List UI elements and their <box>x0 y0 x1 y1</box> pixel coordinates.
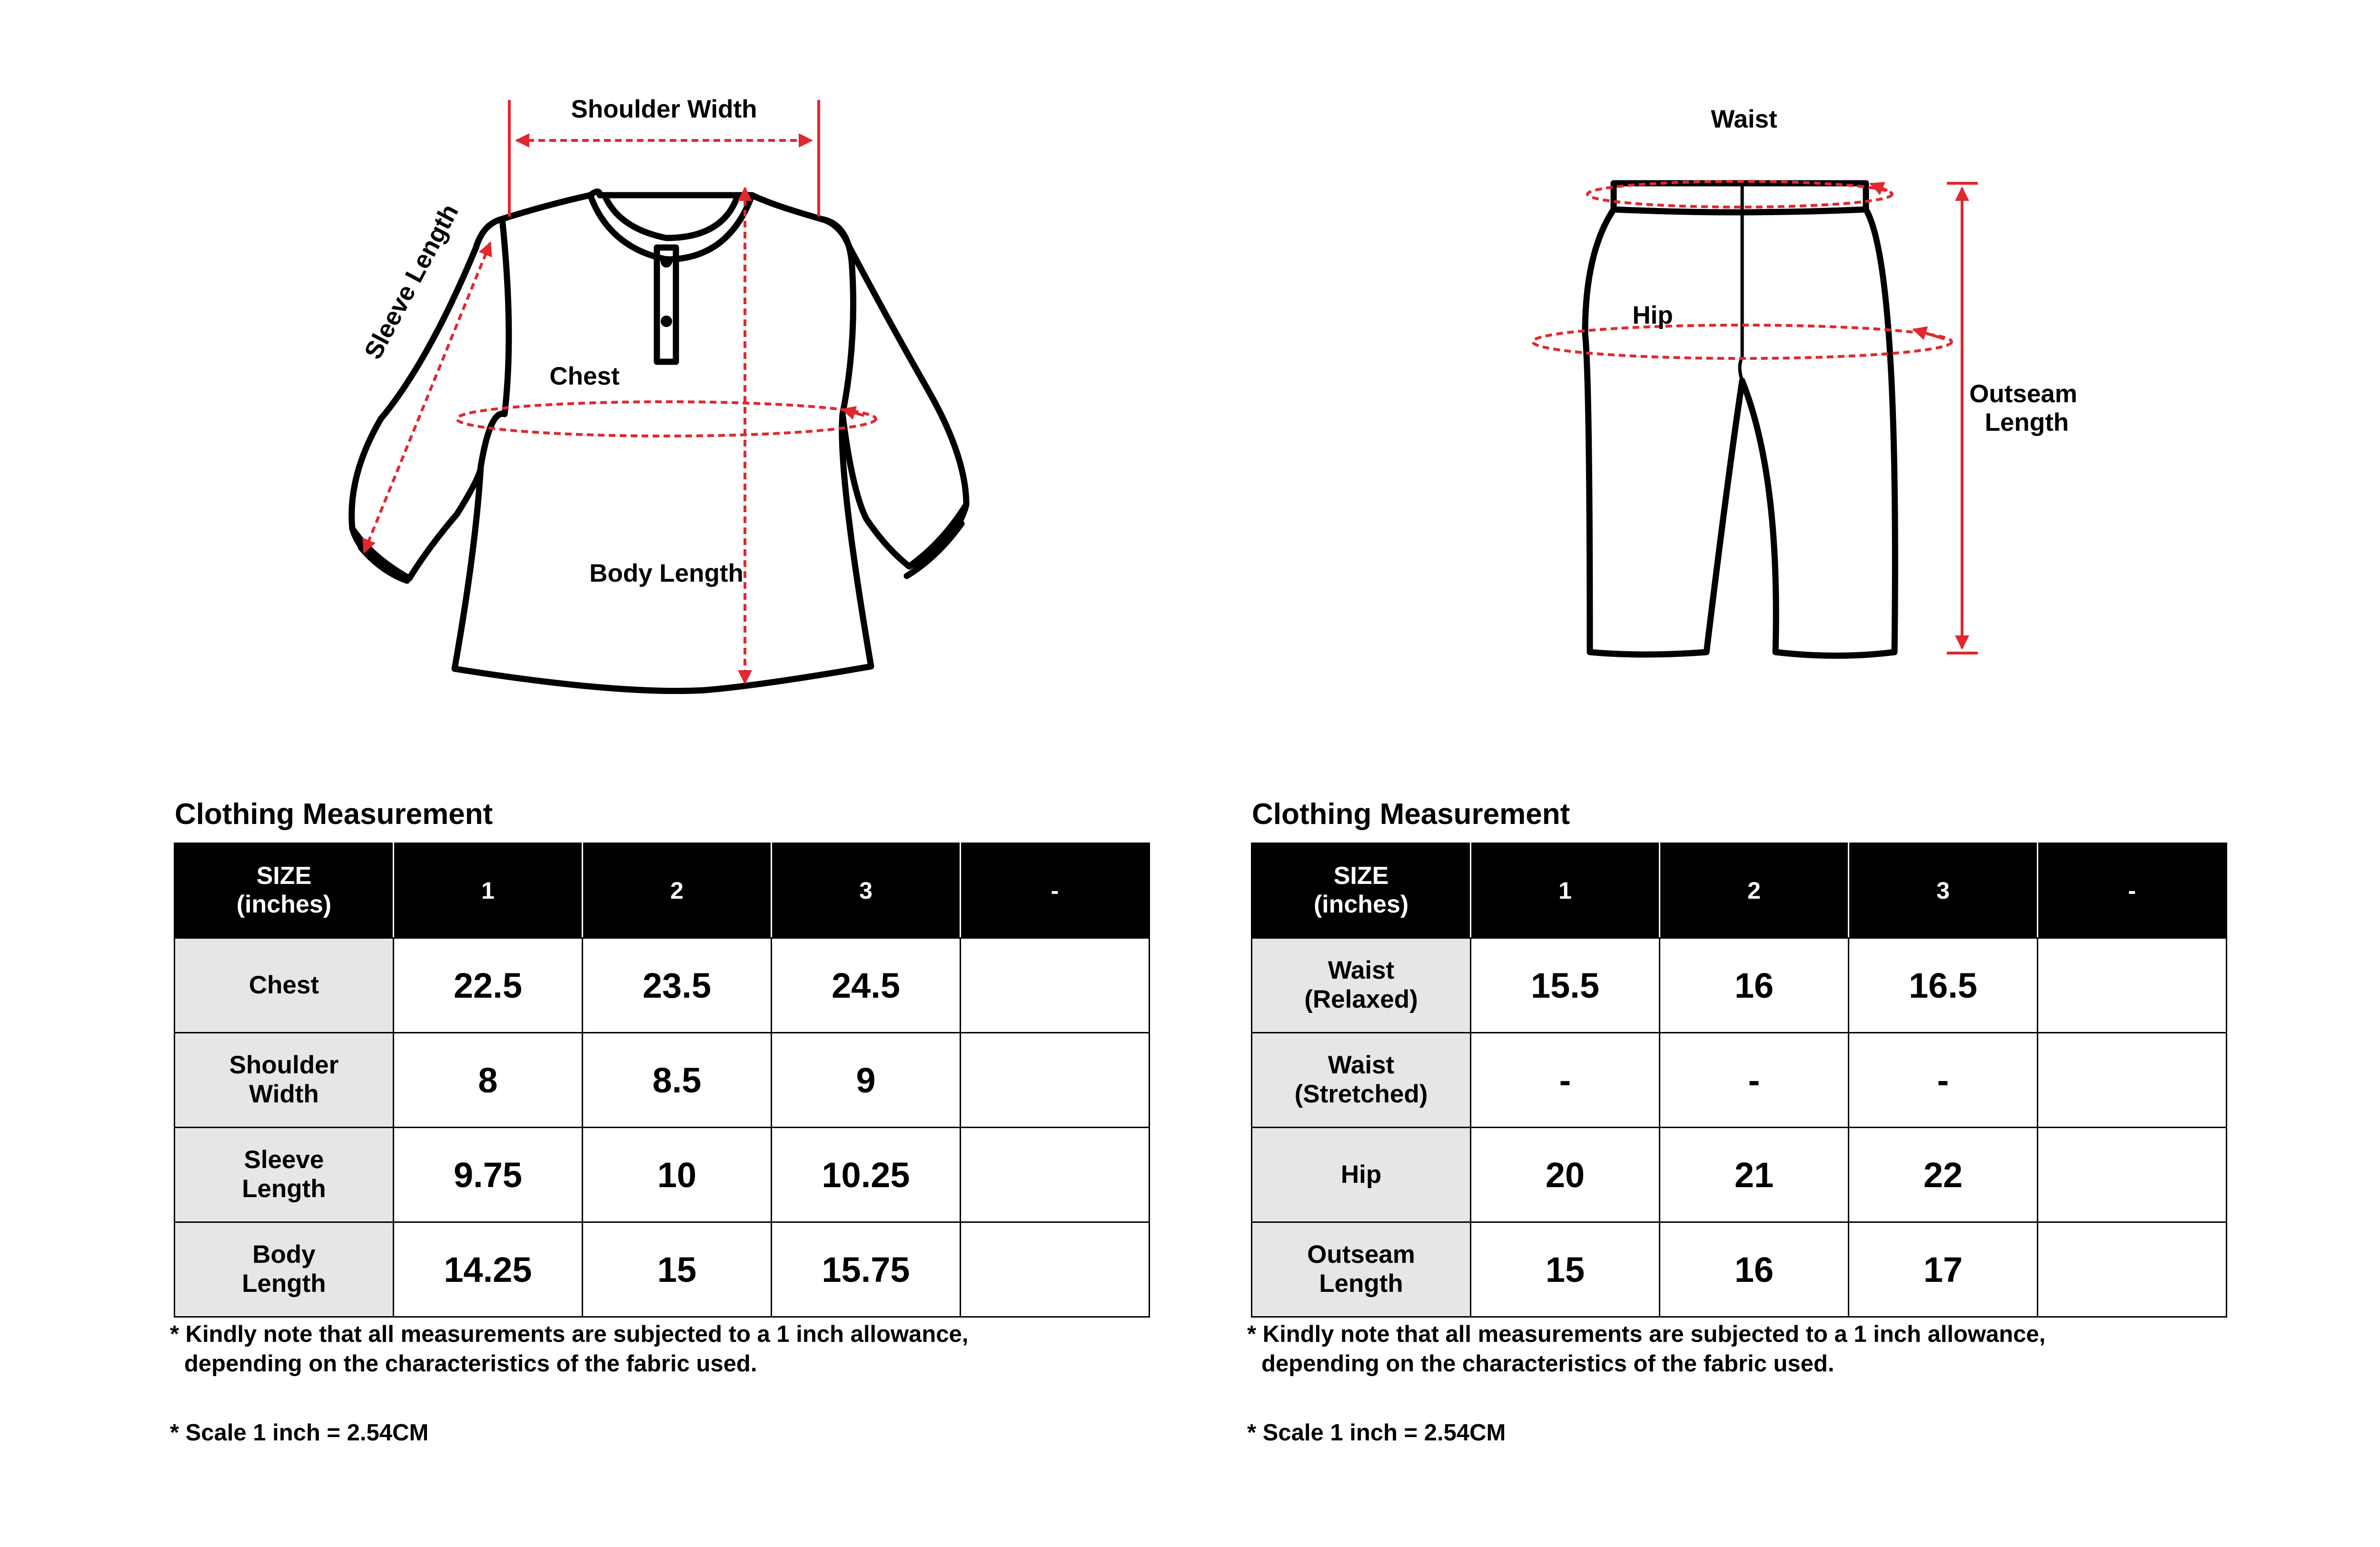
garment-diagrams <box>0 0 2380 714</box>
allowance-note-line2: depending on the characteristics of the fabric used. <box>1261 1351 1835 1377</box>
shirt-table-title: Clothing Measurement <box>175 798 493 831</box>
outseam-label-line2: Length <box>1984 408 2069 436</box>
allowance-note <box>1247 1319 2045 1378</box>
pants-table-title: Clothing Measurement <box>1252 798 1570 831</box>
table-cell: 8.5 <box>583 1033 772 1128</box>
shirt-button-icon <box>661 316 672 327</box>
allowance-note-line2: depending on the characteristics of the fabric used. <box>184 1351 757 1377</box>
size-column-header: 3 <box>1849 843 2038 938</box>
table-cell: 20 <box>1471 1128 1660 1222</box>
size-header-text: SIZE (inches) <box>236 862 332 918</box>
table-cell: 21 <box>1660 1128 1849 1222</box>
shirt-measurement-table <box>174 843 1150 1318</box>
table-cell: 16 <box>1660 1222 1849 1317</box>
size-column-header: - <box>961 843 1150 938</box>
pants-measurement-table <box>1251 843 2227 1318</box>
table-row <box>175 938 1150 1033</box>
pants-outline <box>1585 183 1895 656</box>
table-cell: 15 <box>583 1222 772 1317</box>
table-cell <box>961 1033 1150 1128</box>
allowance-note-line1: * Kindly note that all measurements are subjected to a 1 inch allowance, <box>1247 1321 2046 1347</box>
table-cell: 22.5 <box>394 938 583 1033</box>
table-row <box>1252 938 2227 1033</box>
table-cell: 14.25 <box>394 1222 583 1317</box>
shirt-button-icon <box>661 256 672 268</box>
size-column-header: 1 <box>1471 843 1660 938</box>
row-label: Shoulder Width <box>175 1033 394 1128</box>
row-label: Chest <box>175 938 394 1033</box>
table-cell: 9 <box>772 1033 961 1128</box>
table-cell: 15.5 <box>1471 938 1660 1033</box>
row-label: Sleeve Length <box>175 1128 394 1222</box>
row-label: Body Length <box>175 1222 394 1317</box>
table-cell: 23.5 <box>583 938 772 1033</box>
allowance-note-line1: * Kindly note that all measurements are subjected to a 1 inch allowance, <box>170 1321 969 1347</box>
shoulder-width-label: Shoulder Width <box>571 95 757 123</box>
table-cell <box>2038 1033 2227 1128</box>
size-column-header: - <box>2038 843 2227 938</box>
table-cell: - <box>1849 1033 2038 1128</box>
size-column-header: 2 <box>583 843 772 938</box>
table-cell: 9.75 <box>394 1128 583 1222</box>
table-row <box>1252 1128 2227 1222</box>
outseam-length-label <box>1969 380 2084 436</box>
table-header-row <box>175 843 1150 938</box>
outseam-label-line1: Outseam <box>1969 380 2078 408</box>
body-length-label: Body Length <box>589 559 744 587</box>
table-cell: 22 <box>1849 1128 2038 1222</box>
table-cell: 15.75 <box>772 1222 961 1317</box>
table-row <box>175 1222 1150 1317</box>
table-header-row <box>1252 843 2227 938</box>
size-header-text: SIZE (inches) <box>1313 862 1409 918</box>
scale-note: * Scale 1 inch = 2.54CM <box>1247 1420 1506 1446</box>
table-cell <box>961 1128 1150 1222</box>
table-cell: 10 <box>583 1128 772 1222</box>
table-row <box>1252 1033 2227 1128</box>
size-header <box>175 843 394 938</box>
table-cell: 8 <box>394 1033 583 1128</box>
table-cell: 24.5 <box>772 938 961 1033</box>
table-cell: 15 <box>1471 1222 1660 1317</box>
row-label: Waist (Relaxed) <box>1252 938 1471 1033</box>
table-cell: 16.5 <box>1849 938 2038 1033</box>
row-label: Outseam Length <box>1252 1222 1471 1317</box>
shirt-measure-lines <box>364 100 876 683</box>
waist-label: Waist <box>1711 105 1777 133</box>
table-row <box>175 1033 1150 1128</box>
hip-label: Hip <box>1632 301 1673 329</box>
size-column-header: 3 <box>772 843 961 938</box>
table-cell: 10.25 <box>772 1128 961 1222</box>
row-label: Hip <box>1252 1128 1471 1222</box>
shirt-outline <box>352 192 966 691</box>
size-header <box>1252 843 1471 938</box>
table-cell <box>961 938 1150 1033</box>
scale-note: * Scale 1 inch = 2.54CM <box>170 1420 429 1446</box>
table-cell: - <box>1660 1033 1849 1128</box>
table-cell <box>2038 1222 2227 1317</box>
table-cell: 17 <box>1849 1222 2038 1317</box>
table-row <box>175 1128 1150 1222</box>
row-label: Waist (Stretched) <box>1252 1033 1471 1128</box>
table-cell <box>961 1222 1150 1317</box>
table-cell: - <box>1471 1033 1660 1128</box>
table-row <box>1252 1222 2227 1317</box>
table-cell: 16 <box>1660 938 1849 1033</box>
size-column-header: 2 <box>1660 843 1849 938</box>
table-cell <box>2038 1128 2227 1222</box>
sleeve-length-label: Sleeve Length <box>359 199 464 364</box>
table-cell <box>2038 938 2227 1033</box>
allowance-note <box>170 1319 968 1378</box>
chest-label: Chest <box>549 362 620 390</box>
size-column-header: 1 <box>394 843 583 938</box>
